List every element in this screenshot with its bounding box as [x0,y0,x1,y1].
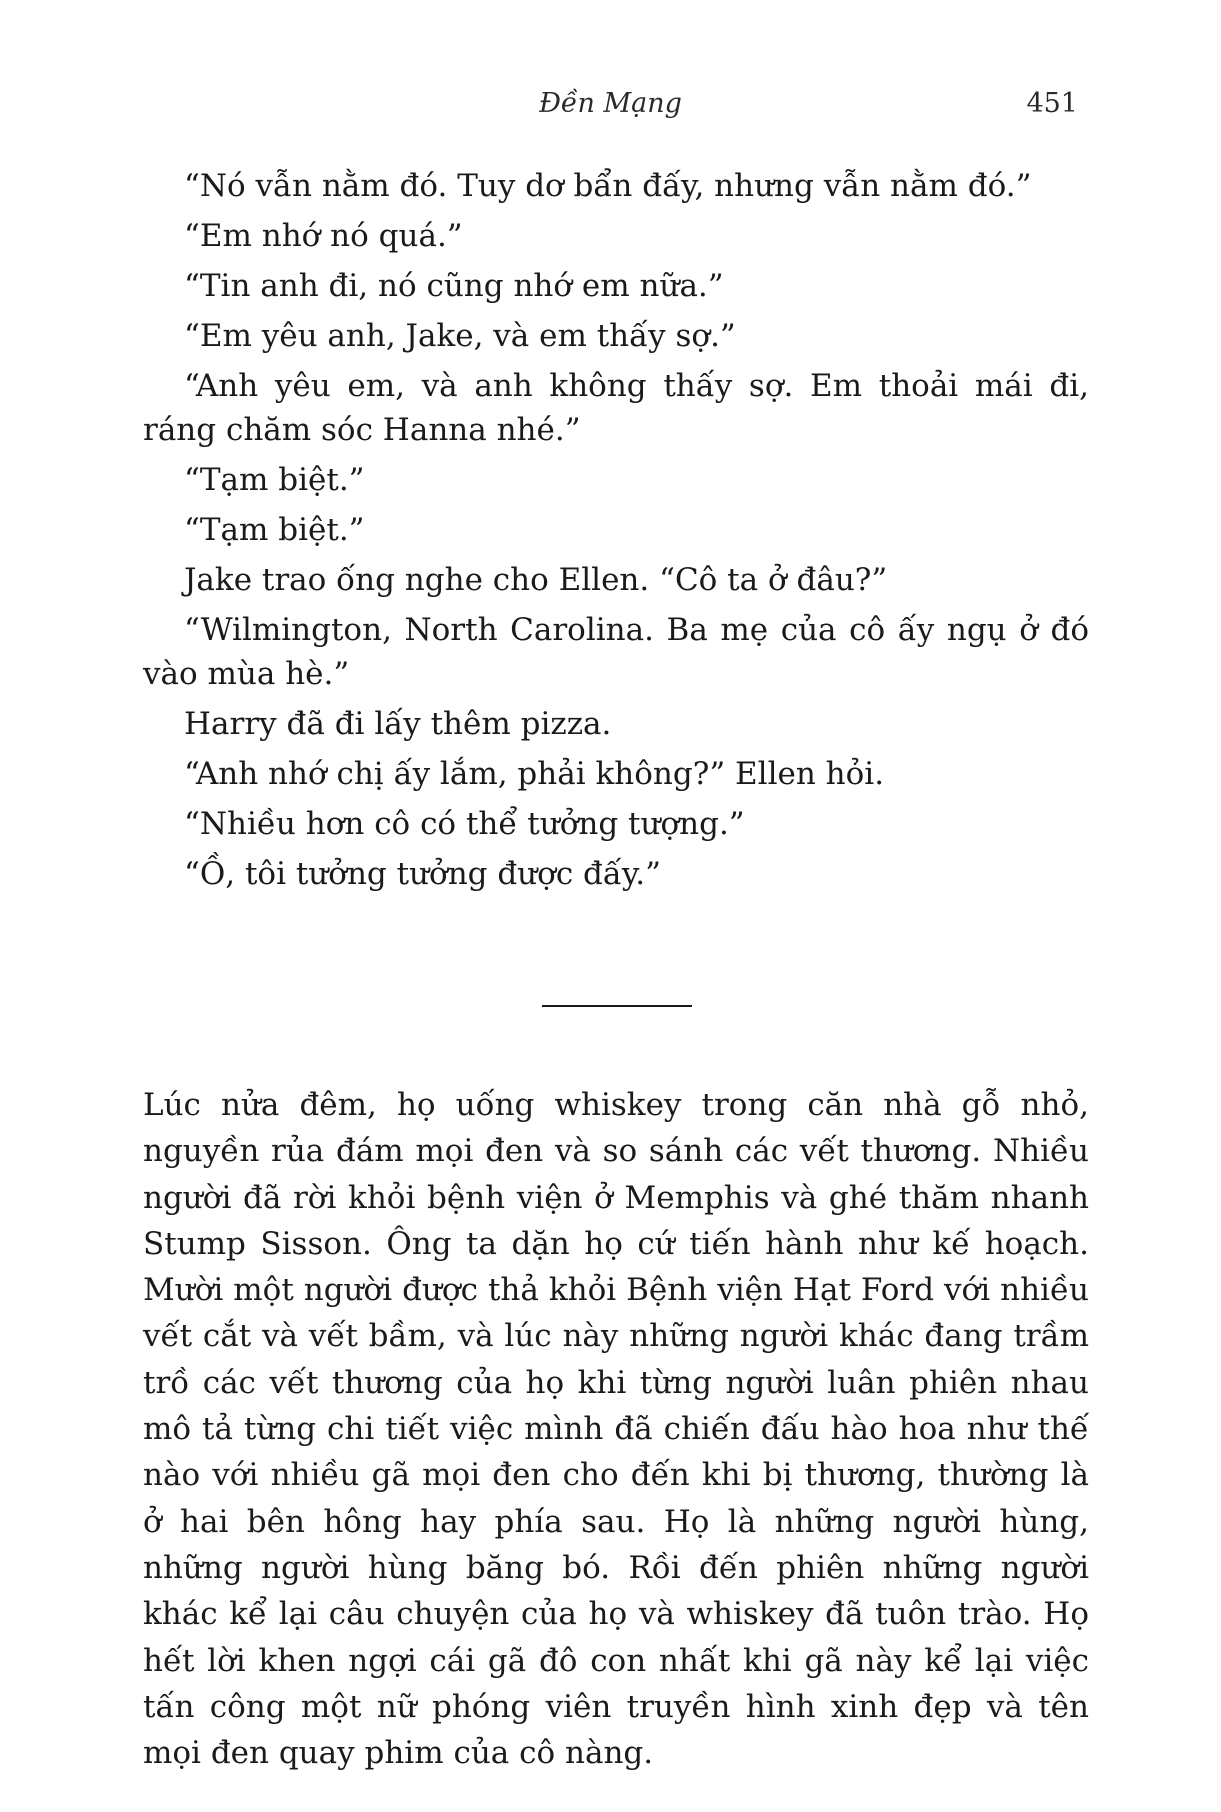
dialogue-line: “Anh nhớ chị ấy lắm, phải không?” Ellen hỏi. [184,756,885,792]
dialogue-line: “Ồ, tôi tưởng tưởng được đấy.” [184,856,661,892]
dialogue-line: “Anh yêu em, và anh không thấy sợ. Em thoải mái đi, ráng chăm sóc Hanna nhé.” [143,368,1089,448]
dialogue-line: Harry đã đi lấy thêm pizza. [184,706,612,742]
dialogue-line: “Em yêu anh, Jake, và em thấy sợ.” [184,318,736,354]
dialogue-line: “Nó vẫn nằm đó. Tuy dơ bẩn đấy, nhưng vẫn nằm đó.” [184,168,1032,204]
page-number: 451 [1026,88,1078,119]
dialogue-line: “Tin anh đi, nó cũng nhớ em nữa.” [184,268,724,304]
dialogue-line: “Em nhớ nó quá.” [184,218,463,254]
dialogue-line: Jake trao ống nghe cho Ellen. “Cô ta ở đâu?” [184,562,888,598]
dialogue-line: “Nhiều hơn cô có thể tưởng tượng.” [184,806,745,842]
dialogue-line: “Wilmington, North Carolina. Ba mẹ của cô ấy ngụ ở đó vào mùa hè.” [143,612,1089,692]
section-divider [542,1005,692,1007]
dialogue-section [143,164,1089,896]
running-title: Đền Mạng [539,88,682,119]
narrative-section [143,1082,1089,1776]
dialogue-line: “Tạm biệt.” [184,512,365,548]
dialogue-line: “Tạm biệt.” [184,462,365,498]
narrative-paragraph: Lúc nửa đêm, họ uống whiskey trong căn nhà gỗ nhỏ, nguyền rủa đám mọi đen và so sánh các vết thương. Nhiều người đã rời khỏi bệnh viện ở Memphis và ghé thăm nhanh Stump Sisson. Ông ta dặn họ cứ tiến hành như kế hoạch. Mười một người được thả khỏi Bệnh viện Hạt Ford với nhiều vết cắt và vết bầm, và lúc này những người khác đang trầm trồ các vết thương của họ khi từng người luân phiên nhau mô tả từng chi tiết việc mình đã chiến đấu hào hoa như thế nào với nhiều gã mọi đen cho đến khi bị thương, thường là ở hai bên hông hay phía sau. Họ là những người hùng, những người hùng băng bó. Rồi đến phiên những người khác kể lại câu chuyện của họ và whiskey đã tuôn trào. Họ hết lời khen ngợi cái gã đô con nhất khi gã này kể lại việc tấn công một nữ phóng viên truyền hình xinh đẹp và tên mọi đen quay phim của cô nàng. [143,1087,1089,1772]
